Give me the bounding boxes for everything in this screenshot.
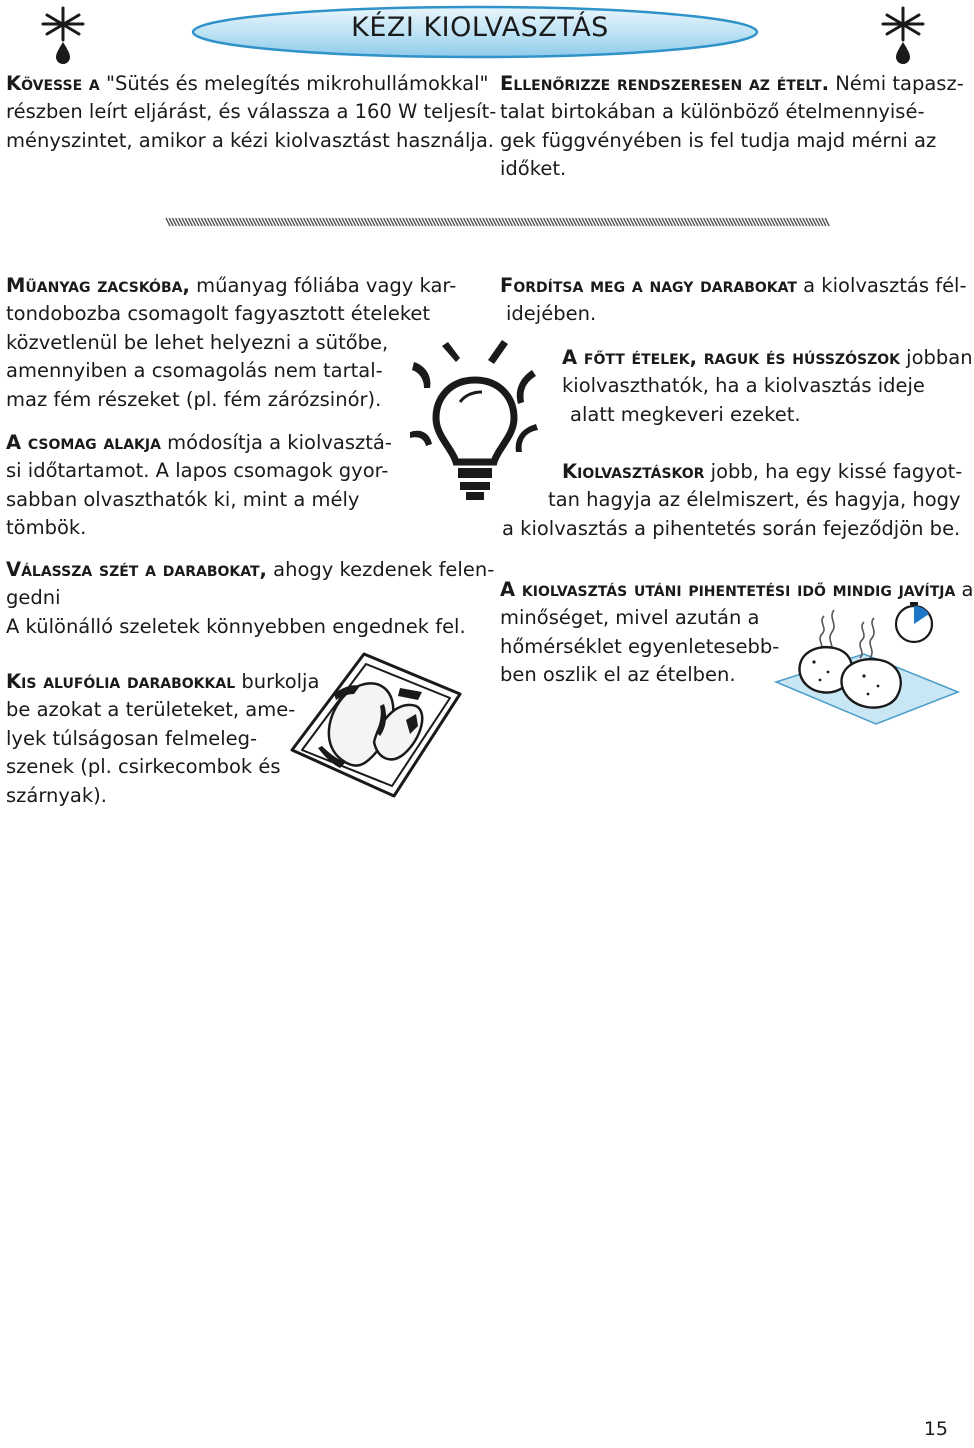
separate-pieces-paragraph: Válassza szét a darabokat, ahogy kezdenek felen- gedni A különálló szeletek könnyebben engednek fel. (6, 558, 495, 638)
snowflake-drop-icon (36, 4, 90, 66)
lead-text: Kis alufólia darabokkal (6, 670, 236, 693)
page-title: KÉZI KIOLVASZTÁS (351, 12, 609, 43)
lead-text: A kiolvasztás utáni pihentetési idő mindig javítja (500, 578, 956, 601)
snowflake-drop-icon (876, 4, 930, 66)
chicken-tray-illustration (282, 650, 468, 800)
resting-potatoes-timer-illustration (772, 602, 960, 728)
resting-time-paragraph: A kiolvasztás utáni pihentetési idő mindig javítja a minőséget, mivel azután a hőmérséklet egyenletesebb- ben oszlik el az ételben. (500, 578, 974, 687)
lead-text: A csomag alakja (6, 431, 161, 454)
page-number: 15 (923, 1418, 948, 1440)
section-divider (166, 214, 830, 232)
packaging-paragraph: Műanyag zacskóba, műanyag fóliába vagy kar- tondobozba csomagolt fagyasztott ételeket közvetlenül be lehet helyezni a sütőbe, amennyiben a csomagolás nem tartal- maz fém részeket (pl. fém zárózsinór). (6, 274, 457, 411)
intro-left-paragraph: Kövesse a "Sütés és melegítés mikrohullámokkal" részben leírt eljárást, és válassza a 160 W teljesít- ményszintet, amikor a kézi kiolvasztást használja. (6, 72, 497, 152)
lead-text: Válassza szét a darabokat, (6, 558, 267, 581)
timer-icon (896, 602, 932, 642)
lead-text: Ellenőrizze rendszeresen az ételt. (500, 72, 829, 95)
intro-right-paragraph: Ellenőrizze rendszeresen az ételt. Némi tapasz- talat birtokában a különböző ételmennyisé- gek függvényében is fel tudja majd mérni az időket. (500, 72, 964, 181)
lead-text: Kiolvasztáskor (562, 460, 705, 483)
cooked-food-paragraph: A főtt ételek, raguk és hússzószok jobban kiolvaszthatók, ha a kiolvasztás ideje alatt megkeveri ezeket. (562, 346, 973, 426)
lead-text: A főtt ételek, raguk és hússzószok (562, 346, 900, 369)
turn-pieces-paragraph: Fordítsa meg a nagy darabokat a kiolvasztás fél- idejében. (500, 274, 967, 326)
lead-text: Kövesse a (6, 72, 100, 95)
lead-text: Fordítsa meg a nagy darabokat (500, 274, 797, 297)
lead-text: Műanyag zacskóba, (6, 274, 190, 297)
aluminium-foil-paragraph: Kis alufólia darabokkal burkolja be azokat a területeket, ame- lyek túlságosan felmeleg- szenek (pl. csirkecombok és szárnyak). (6, 670, 320, 807)
slightly-frozen-paragraph: Kiolvasztáskor jobb, ha egy kissé fagyot- tan hagyja az élelmiszert, és hagyja, hogy a kiolvasztás a pihentetés során fejeződjön be. (502, 460, 963, 540)
package-shape-paragraph: A csomag alakja módosítja a kiolvasztá- si időtartamot. A lapos csomagok gyor- sabban olvaszthatók ki, mint a mély tömbök. (6, 431, 392, 540)
